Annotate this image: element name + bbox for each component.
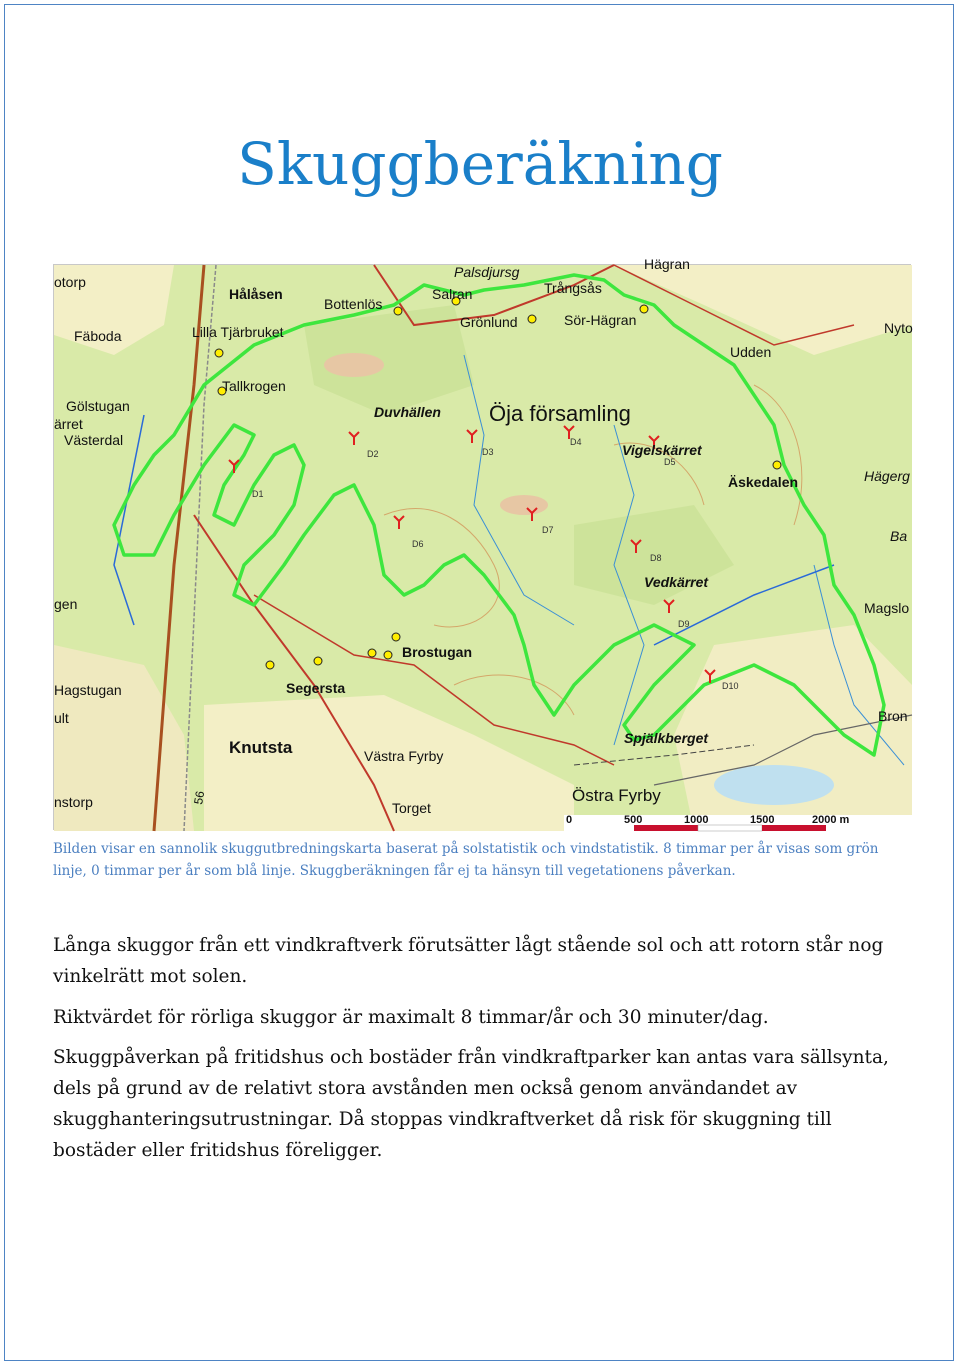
map-label: Ba <box>890 528 908 544</box>
map-label: Fäboda <box>74 328 122 344</box>
map-label: Tallkrogen <box>222 378 286 394</box>
map-label: Trångsås <box>544 280 602 296</box>
turbine-label: D5 <box>664 457 676 467</box>
map-label: Spjälkberget <box>624 730 709 746</box>
paragraph-impact: Skuggpåverkan på fritidshus och bostäder från vindkraftparker kan antas vara sällsynta, dels på grund av de relativt stora avstånden men också genom användandet av skugghanteringsutrustningar. Då stoppas vindkraftverket då risk för skuggning till bostäder eller fritidshus föreligger. <box>53 1047 889 1161</box>
map-label: Torget <box>392 800 431 816</box>
scale-label: 1500 <box>750 814 775 826</box>
map-label: gen <box>54 596 78 612</box>
map-label: Hålåsen <box>229 286 283 302</box>
map-label: Brostugan <box>402 644 472 660</box>
map-label: Bottenlös <box>324 296 383 312</box>
shadow-map <box>53 256 913 830</box>
map-label: Grönlund <box>460 314 518 330</box>
turbine-label: D7 <box>542 525 554 535</box>
map-label: Västerdal <box>64 432 124 448</box>
turbine-label: D2 <box>367 449 379 459</box>
scale-label: 500 <box>624 814 643 826</box>
map-label: Lilla Tjärbruket <box>192 324 284 340</box>
road-number: 56 <box>191 789 208 806</box>
map-label: Vedkärret <box>644 574 709 590</box>
map-label: Udden <box>730 344 772 360</box>
map-caption: Bilden visar en sannolik skuggutbredningskarta baserat på solstatistik och vindstatistik. 8 timmar per år visas som grön linje, 0 timmar per år som blå linje. Skuggberäkningen får ej ta hänsyn till vegetationens påverkan. <box>53 841 879 879</box>
map-label: Äskedalen <box>728 474 799 490</box>
page-title: Skuggberäkning <box>237 130 723 198</box>
map-label: Hagstugan <box>54 682 122 698</box>
turbine-label: D6 <box>412 539 424 549</box>
map-label: nstorp <box>54 794 93 810</box>
turbine-label: D8 <box>650 553 662 563</box>
scale-label: 1000 <box>684 814 709 826</box>
paragraph-guideline: Riktvärdet för rörliga skuggor är maximalt 8 timmar/år och 30 minuter/dag. <box>53 1007 769 1028</box>
map-label: Duvhällen <box>374 404 441 420</box>
scale-label: 0 <box>566 814 573 826</box>
map-label: Gölstugan <box>66 398 130 414</box>
turbine-label: D4 <box>570 437 582 447</box>
map-label: Palsdjursg <box>454 264 520 280</box>
map-label: otorp <box>54 274 86 290</box>
paragraph-long-shadows: Långa skuggor från ett vindkraftverk förutsätter lågt stående sol och att rotorn står nog vinkelrätt mot solen. <box>53 935 884 987</box>
map-label: Salran <box>432 286 473 302</box>
scale-label: 2000 m <box>812 814 850 826</box>
map-label: Västra Fyrby <box>364 748 444 764</box>
map-label: Sör-Hägran <box>564 312 637 328</box>
map-label: Magslo <box>864 600 910 616</box>
map-label: ärret <box>54 416 83 432</box>
turbine-label: D3 <box>482 447 494 457</box>
map-label: Östra Fyrby <box>572 786 661 805</box>
turbine-label: D1 <box>252 489 264 499</box>
map-label: Nyto <box>884 320 913 336</box>
map-label: ult <box>54 710 69 726</box>
map-label: Segersta <box>286 680 346 696</box>
map-label: Öja församling <box>489 401 631 426</box>
turbine-label: D10 <box>722 681 739 691</box>
map-label: Hägerg <box>864 468 910 484</box>
map-label: Knutsta <box>229 738 293 757</box>
map-label: Bron <box>878 708 908 724</box>
turbine-label: D9 <box>678 619 690 629</box>
map-label: Vigelskärret <box>622 442 702 458</box>
map-label: Hägran <box>644 256 690 272</box>
scale-bar <box>564 814 912 831</box>
